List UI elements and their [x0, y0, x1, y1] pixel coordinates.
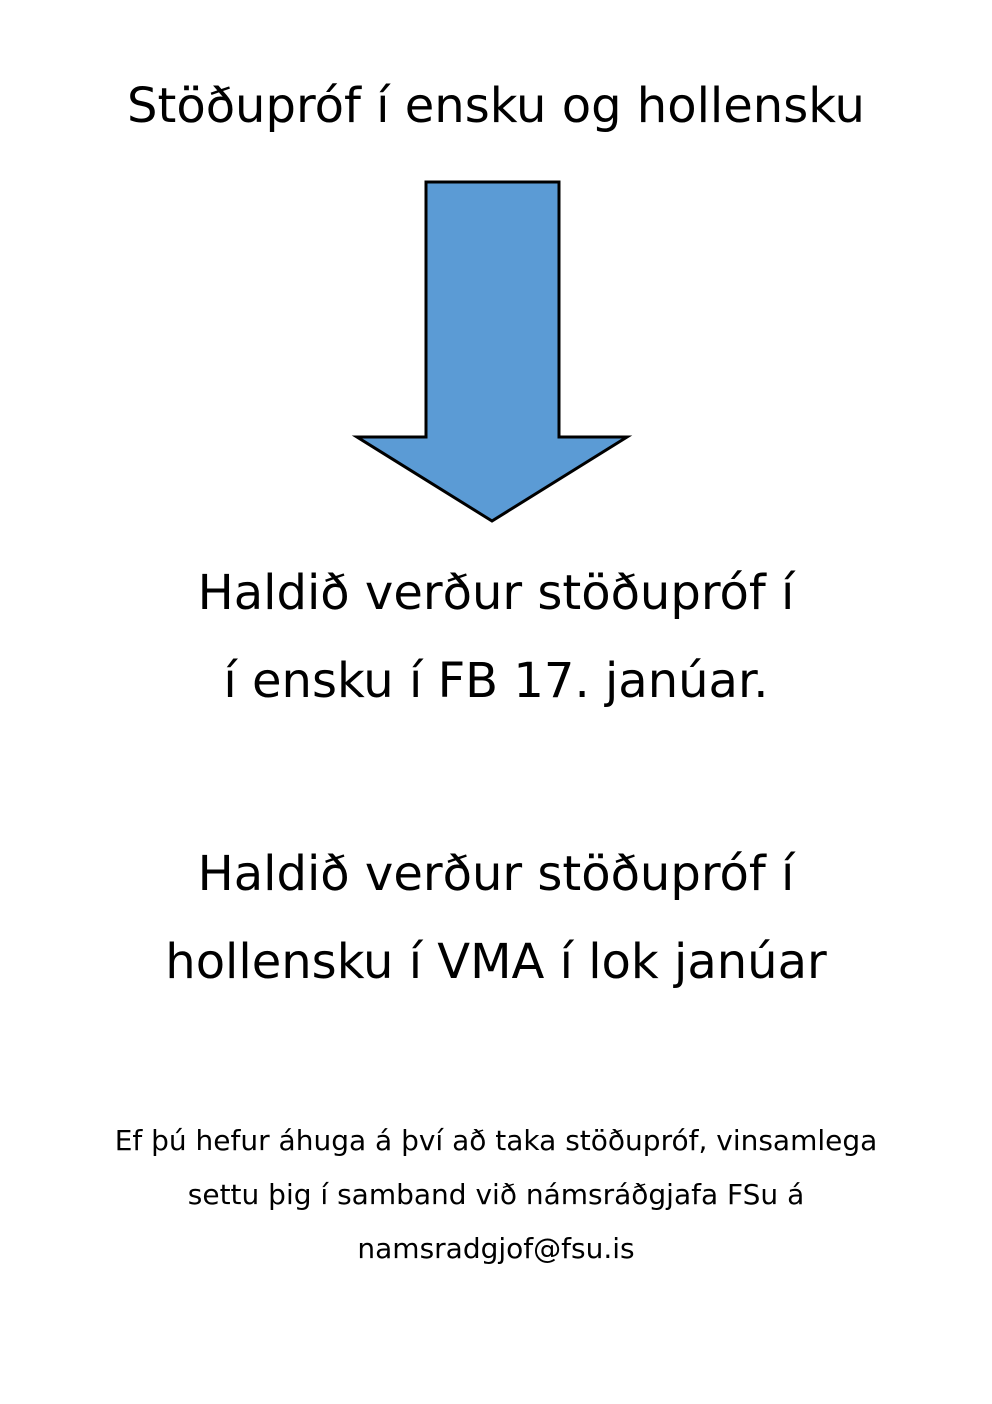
contact-line-2: settu þig í samband við námsráðgjafa FSu á	[187, 1178, 805, 1211]
contact-email: namsradgjof@fsu.is	[357, 1232, 635, 1265]
contact-info	[0, 1114, 992, 1276]
announcement-dutch	[0, 830, 992, 1006]
down-arrow-shape	[357, 182, 627, 521]
down-arrow-icon	[350, 176, 634, 528]
announcement-english-line-2: í ensku í FB 17. janúar.	[223, 653, 769, 709]
contact-line-1: Ef þú hefur áhuga á því að taka stöðupróf, vinsamlega	[114, 1124, 878, 1157]
announcement-english	[0, 549, 992, 725]
announcement-dutch-line-2: hollensku í VMA í lok janúar	[165, 934, 827, 990]
announcement-english-line-1: Haldið verður stöðupróf í	[197, 565, 795, 621]
page-title: Stöðupróf í ensku og hollensku	[127, 78, 865, 134]
announcement-dutch-line-1: Haldið verður stöðupróf í	[197, 846, 795, 902]
